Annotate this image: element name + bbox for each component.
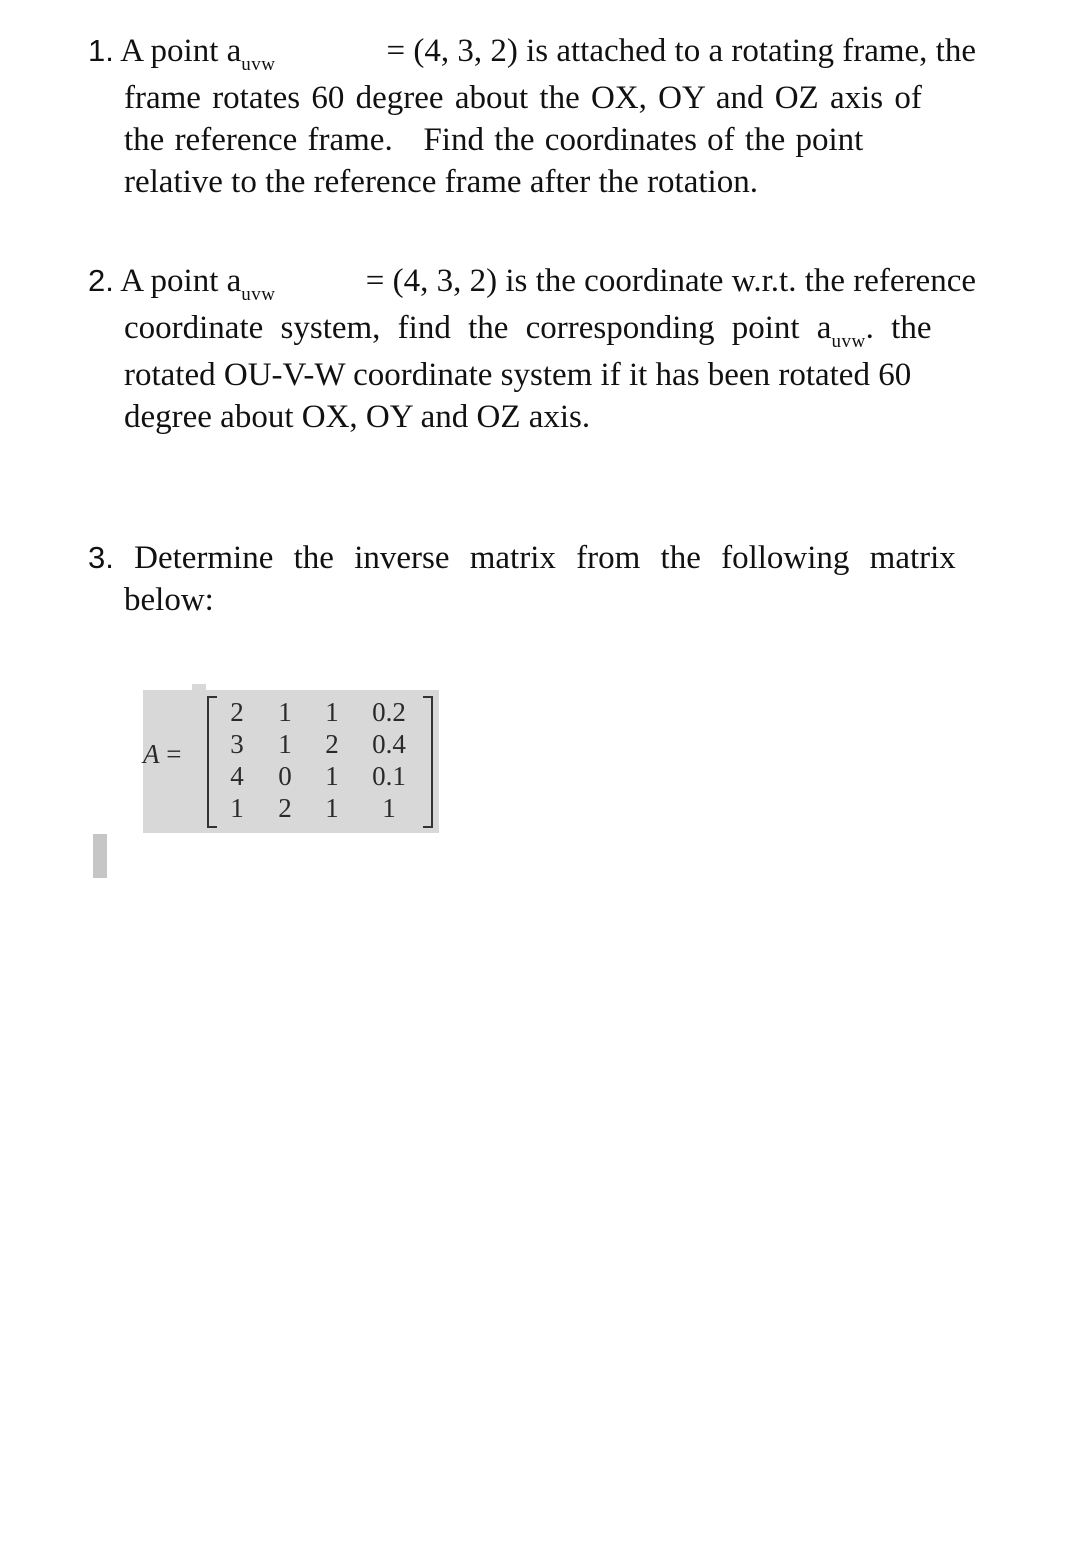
question-3-line-2: below: [124, 582, 214, 618]
matrix-cell-r1-c3: 1 [325, 697, 339, 727]
matrix-cell-r3-c2: 0 [278, 761, 292, 791]
matrix-cell-r1-c1: 2 [230, 697, 244, 727]
matrix-cell-r3-c3: 1 [325, 761, 339, 791]
matrix-cell-r2-c3: 2 [325, 729, 339, 759]
matrix-cell-r3-c4: 0.1 [372, 761, 406, 791]
matrix-image [143, 690, 439, 833]
question-3 [88, 537, 976, 621]
question-2-line-2-start: coordinate system, find the corresponding point a [124, 310, 832, 346]
question-3-number: 3. [88, 540, 114, 575]
question-2-number: 2. [88, 263, 114, 298]
matrix-cell-r4-c2: 2 [278, 793, 292, 823]
question-3-text: Determine the inverse matrix from the following matrix [134, 540, 956, 576]
question-1-number: 1. [88, 33, 114, 68]
question-2-text-end: = (4, 3, 2) is the coordinate w.r.t. the reference [365, 263, 976, 299]
matrix-cell-r4-c1: 1 [230, 793, 244, 823]
question-1-text-end: = (4, 3, 2) is attached to a rotating frame, the [386, 33, 976, 69]
matrix-cell-r4-c4: 1 [382, 793, 396, 823]
question-2-line-2-end: . the [865, 310, 932, 346]
question-2-line-4: degree about OX, OY and OZ axis. [124, 399, 591, 435]
question-1-line-3: the reference frame. Find the coordinates of the point [124, 122, 864, 158]
matrix-cell-r2-c1: 3 [230, 729, 244, 759]
matrix-cell-r4-c3: 1 [325, 793, 339, 823]
question-1-line-1 [88, 30, 976, 77]
matrix-right-bracket [423, 696, 433, 828]
question-1 [88, 30, 976, 203]
question-2-line-2 [88, 307, 976, 354]
matrix-cell-r2-c2: 1 [278, 729, 292, 759]
question-2-text-start: A point a [120, 263, 242, 299]
matrix-cell-r2-c4: 0.4 [372, 729, 406, 759]
matrix-cell-r3-c1: 4 [230, 761, 244, 791]
question-2-line-2-subscript: uvw [831, 331, 866, 352]
matrix-cell-r1-c4: 0.2 [372, 697, 406, 727]
matrix-grid [213, 696, 423, 824]
question-1-text-start: A point a [120, 33, 242, 69]
question-1-subscript: uvw [241, 54, 276, 75]
question-2 [88, 260, 976, 438]
question-2-line-3: rotated OU-V-W coordinate system if it has been rotated 60 [124, 357, 912, 393]
question-2-subscript: uvw [241, 284, 276, 305]
matrix-equals-sign: = [166, 739, 182, 769]
question-3-line-1 [88, 537, 976, 579]
matrix-label [143, 739, 205, 770]
question-2-line-1 [88, 260, 976, 307]
question-1-line-2: frame rotates 60 degree about the OX, OY and OZ axis of [124, 80, 922, 116]
question-1-line-4: relative to the reference frame after the rotation. [124, 164, 758, 200]
matrix-cell-r1-c2: 1 [278, 697, 292, 727]
matrix-variable: A [143, 739, 160, 769]
text-cursor-marker [93, 834, 107, 878]
